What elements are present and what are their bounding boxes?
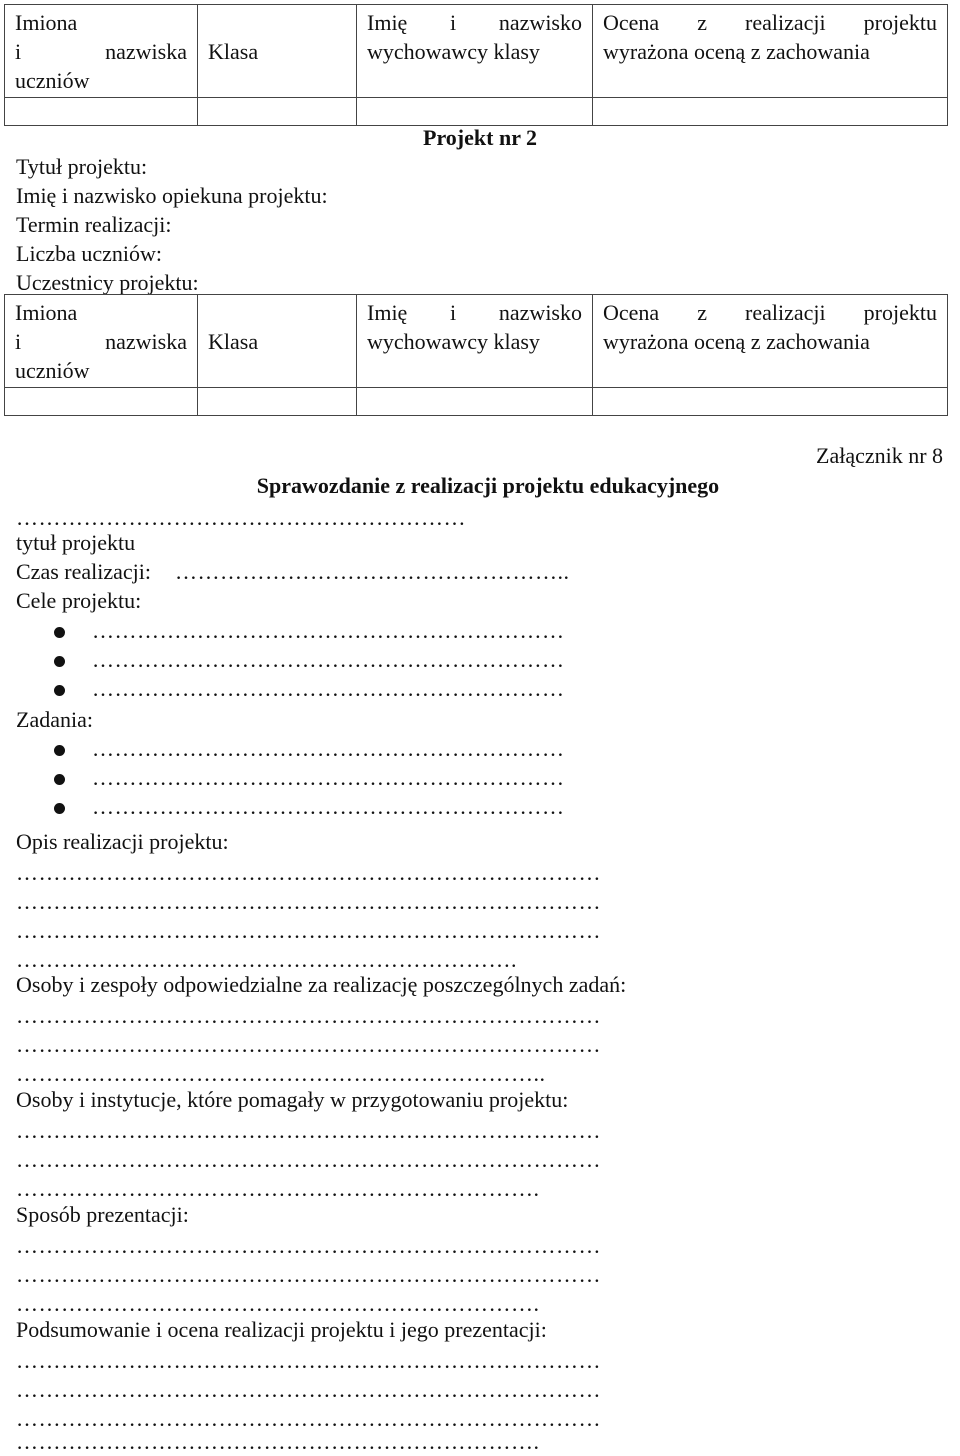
presentation-label: Sposób prezentacji: [16, 1202, 189, 1227]
field-participants: Uczestnicy projektu: [16, 270, 199, 295]
presentation-line[interactable]: ……………………………………………………………. [16, 1291, 540, 1316]
task-item[interactable]: ……………………………………………………… [92, 765, 565, 790]
table-cell[interactable] [357, 388, 593, 416]
header-students-names: Imiona i nazwiska uczniów [5, 295, 198, 388]
summary-line[interactable]: ……………………………………………………………. [16, 1429, 540, 1454]
table-cell[interactable] [593, 98, 948, 126]
bullet-icon [54, 656, 65, 667]
field-project-title: Tytuł projektu: [16, 154, 148, 179]
helpers-line[interactable]: …………………………………………………………………… [16, 1147, 601, 1172]
students-table-1 [4, 4, 948, 126]
bullet-icon [54, 627, 65, 638]
table-cell[interactable] [593, 388, 948, 416]
bullet-icon [54, 745, 65, 756]
header-class-teacher: Imię i nazwisko wychowawcy klasy [357, 295, 593, 388]
project-heading: Projekt nr 2 [423, 125, 538, 150]
summary-line[interactable]: …………………………………………………………………… [16, 1406, 601, 1431]
goals-label: Cele projektu: [16, 588, 142, 613]
project-title-dots[interactable]: …………………………………………………… [16, 505, 466, 530]
summary-label: Podsumowanie i ocena realizacji projektu i jego prezentacji: [16, 1317, 547, 1342]
header-students-names: Imiona i nazwiska uczniów [5, 5, 198, 98]
table-cell[interactable] [198, 98, 357, 126]
tasks-label: Zadania: [16, 707, 93, 732]
responsible-line[interactable]: …………………………………………………………………… [16, 1003, 601, 1028]
helpers-label: Osoby i instytucje, które pomagały w przygotowaniu projektu: [16, 1087, 569, 1112]
bullet-icon [54, 774, 65, 785]
table-row [5, 388, 948, 416]
description-label: Opis realizacji projektu: [16, 829, 229, 854]
header-class: Klasa [198, 295, 357, 388]
table-cell[interactable] [357, 98, 593, 126]
project-title-label: tytuł projektu [16, 530, 136, 555]
goal-item[interactable]: ……………………………………………………… [92, 618, 565, 643]
summary-line[interactable]: …………………………………………………………………… [16, 1348, 601, 1373]
goal-item[interactable]: ……………………………………………………… [92, 676, 565, 701]
responsible-line[interactable]: …………………………………………………………………… [16, 1032, 601, 1057]
description-line[interactable]: …………………………………………………………………… [16, 860, 601, 885]
goal-item[interactable]: ……………………………………………………… [92, 647, 565, 672]
presentation-line[interactable]: …………………………………………………………………… [16, 1233, 601, 1258]
header-grade: Ocena z realizacji projektu wyrażona oceną z zachowania [593, 5, 948, 98]
bullet-icon [54, 685, 65, 696]
description-line[interactable]: …………………………………………………………………… [16, 918, 601, 943]
responsible-line[interactable]: …………………………………………………………….. [16, 1061, 546, 1086]
header-grade: Ocena z realizacji projektu wyrażona oceną z zachowania [593, 295, 948, 388]
bullet-icon [54, 803, 65, 814]
time-label: Czas realizacji: [16, 559, 151, 584]
attachment-label: Załącznik nr 8 [816, 443, 944, 468]
description-line[interactable]: …………………………………………………………. [16, 947, 517, 972]
header-class-teacher: Imię i nazwisko wychowawcy klasy [357, 5, 593, 98]
table-cell[interactable] [198, 388, 357, 416]
responsible-label: Osoby i zespoły odpowiedzialne za realizację poszczególnych zadań: [16, 972, 627, 997]
table-cell[interactable] [5, 98, 198, 126]
field-student-count: Liczba uczniów: [16, 241, 162, 266]
task-item[interactable]: ……………………………………………………… [92, 794, 565, 819]
table-header-row [5, 5, 948, 98]
time-dots[interactable]: …………………………………………….. [175, 559, 570, 584]
field-supervisor: Imię i nazwisko opiekuna projektu: [16, 183, 328, 208]
table-row [5, 98, 948, 126]
helpers-line[interactable]: ……………………………………………………………. [16, 1176, 540, 1201]
report-title: Sprawozdanie z realizacji projektu edukacyjnego [256, 473, 720, 498]
summary-line[interactable]: …………………………………………………………………… [16, 1377, 601, 1402]
table-header-row [5, 295, 948, 388]
presentation-line[interactable]: …………………………………………………………………… [16, 1262, 601, 1287]
field-deadline: Termin realizacji: [16, 212, 172, 237]
table-cell[interactable] [5, 388, 198, 416]
task-item[interactable]: ……………………………………………………… [92, 736, 565, 761]
description-line[interactable]: …………………………………………………………………… [16, 889, 601, 914]
header-class: Klasa [198, 5, 357, 98]
helpers-line[interactable]: …………………………………………………………………… [16, 1118, 601, 1143]
students-table-2 [4, 294, 948, 416]
